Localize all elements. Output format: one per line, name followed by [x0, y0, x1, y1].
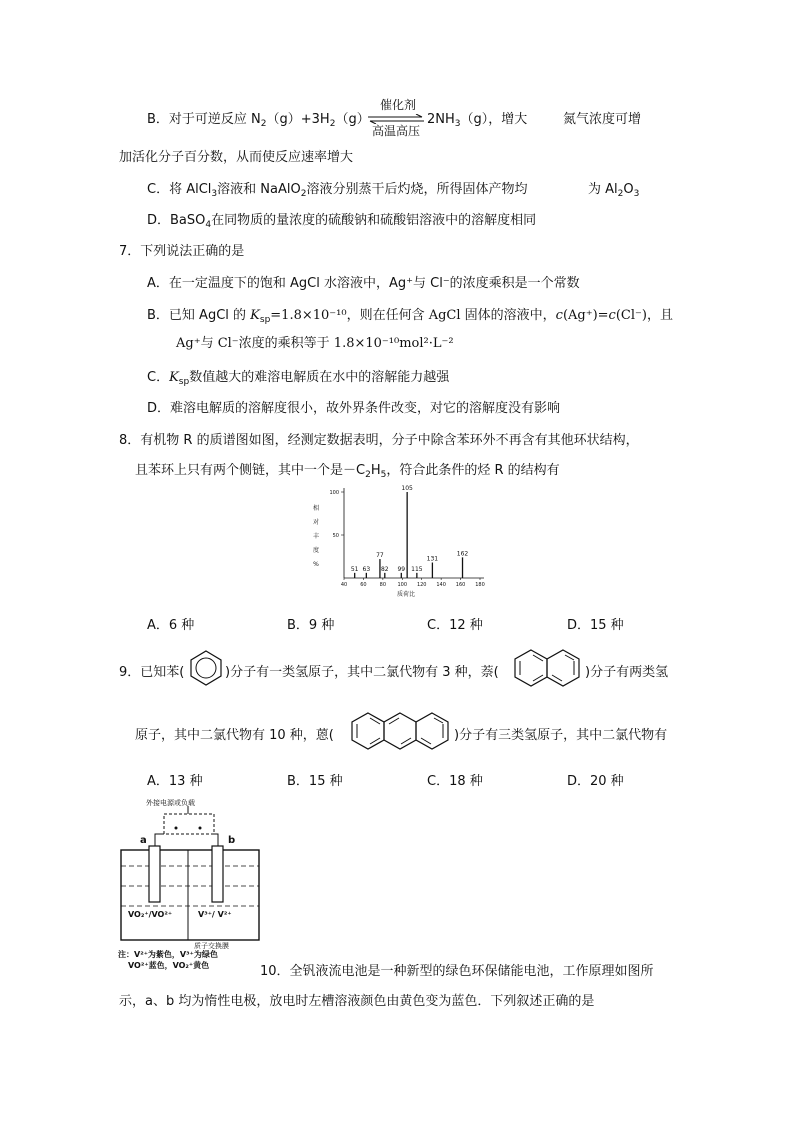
q6-option-d: D．BaSO$_4$在同物质的量浓度的硫酸钠和硫酸铝溶液中的溶解度相同: [147, 213, 537, 230]
y-axis-label: 丰: [312, 533, 320, 540]
q7-option-a: A．在一定温度下的饱和 AgCl 水溶液中，Ag⁺与 Cl⁻的浓度乘积是一个常数: [147, 276, 580, 291]
electrode-a-label: a: [140, 835, 147, 846]
peak-label: 162: [456, 550, 469, 558]
peak-label: 77: [376, 552, 384, 560]
q8-option-b[interactable]: B．9 种: [287, 618, 335, 633]
peak-label: 131: [426, 555, 439, 563]
q10-stem-line1: 10．全钒液流电池是一种新型的绿色环保储能电池，工作原理如图所: [260, 964, 654, 979]
x-tick-label: 180: [475, 582, 485, 588]
x-tick-label: 160: [455, 582, 466, 588]
x-axis-label: 质荷比: [396, 591, 416, 598]
condition-top: 催化剂: [380, 98, 417, 112]
q9-option-d[interactable]: D．20 种: [567, 774, 624, 789]
q6-option-c-end: 为 $Al_2O_3$: [588, 182, 640, 199]
q9-text-2: )分子有一类氢原子，其中二氯代物有 3 种，萘(: [225, 665, 499, 680]
q6-option-b-line2: 加活化分子百分数，从而使反应速率增大: [119, 150, 354, 165]
naphthalene-structure-icon: [512, 646, 584, 690]
q7-option-b-line2: Ag⁺与 Cl⁻浓度的乘积等于 1.8×10⁻¹⁰mol²·L⁻²: [176, 336, 454, 351]
q8-stem-line2: 且苯环上只有两个侧链，其中一个是$-C_2H_5$，符合此条件的烃 R 的结构有: [135, 463, 560, 480]
peak-label: 99: [397, 565, 406, 573]
q7-option-d: D．难溶电解质的溶解度很小，故外界条件改变，对它的溶解度没有影响: [147, 401, 561, 416]
color-note-2: VO²⁺蓝色，VO₂⁺黄色: [128, 961, 210, 970]
q9-text-5: )分子有三类氢原子，其中二氯代物有: [454, 728, 668, 743]
color-note-1: 注：V²⁺为紫色，V³⁺为绿色: [118, 950, 218, 959]
q9-text-1: 9．已知苯(: [119, 665, 185, 680]
peak-label: 63: [362, 565, 371, 573]
q10-stem-line2: 示，a、b 均为惰性电极，放电时左槽溶液颜色由黄色变为蓝色．下列叙述正确的是: [119, 994, 595, 1009]
q9-option-a[interactable]: A．13 种: [147, 774, 203, 789]
membrane-label: 质子交换膜: [194, 942, 229, 950]
condition-bottom: 高温高压: [372, 124, 421, 138]
y-axis-label: %: [313, 561, 319, 568]
peak-label: 115: [411, 565, 423, 573]
x-tick-label: 80: [379, 582, 387, 588]
y-tick-label: 50: [332, 533, 339, 539]
x-tick-label: 40: [340, 582, 348, 588]
benzene-structure-icon: [188, 648, 224, 688]
external-load-label: 外接电源或负载: [146, 799, 195, 807]
q8-stem-line1: 8．有机物 R 的质谱图如图，经测定数据表明，分子中除含苯环外不再含有其他环状结构，: [119, 433, 639, 448]
right-tank-ions: V³⁺/ V²⁺: [198, 910, 232, 919]
left-tank-ions: VO₂⁺/VO²⁺: [128, 910, 173, 919]
peak-label: 51: [350, 565, 359, 573]
q8-option-d[interactable]: D．15 种: [567, 618, 624, 633]
y-axis-label: 相: [312, 505, 320, 512]
mass-spectrum-chart: [300, 480, 490, 605]
x-tick-label: 120: [416, 582, 427, 588]
anthracene-structure-icon: [349, 709, 453, 753]
q9-option-b[interactable]: B．15 种: [287, 774, 343, 789]
battery-diagram-svg: [118, 798, 263, 948]
q9-option-c[interactable]: C．18 种: [427, 774, 483, 789]
electrode-b-label: b: [228, 835, 236, 846]
reversible-arrow: [366, 96, 426, 140]
y-axis-label: 对: [312, 519, 320, 526]
x-tick-label: 100: [397, 582, 408, 588]
y-axis-label: 度: [312, 547, 320, 554]
q6-option-b-line1: B．对于可逆反应 $N_2(g)+3H_2(g)$: [147, 112, 370, 129]
q6-option-b-tail: 氮气浓度可增: [563, 112, 642, 127]
q7-option-b-line1: B．已知 AgCl 的 $K_{sp}=1.8\times 10^{-10}$，则在任何含 AgCl 固体的溶液中，c(Ag⁺)=c(Cl⁻)，且: [147, 308, 673, 325]
x-tick-label: 140: [436, 582, 446, 588]
q9-text-3: )分子有两类氢: [585, 665, 669, 680]
q8-option-a[interactable]: A．6 种: [147, 618, 195, 633]
q8-option-c[interactable]: C．12 种: [427, 618, 483, 633]
q6-option-c: C．将 AlCl$_3$溶液和 NaAlO$_2$溶液分别蒸干后灼烧，所得固体产物均: [147, 182, 528, 199]
peak-label: 105: [401, 485, 413, 492]
x-tick-label: 60: [360, 582, 367, 588]
flow-battery-diagram: [118, 798, 263, 973]
q6-option-b-product: $2NH_3(g)$，增大: [427, 112, 528, 129]
q9-text-4: 原子，其中二氯代物有 10 种，蒽(: [135, 728, 334, 743]
q7-option-c: C．$K_{sp}$数值越大的难溶电解质在水中的溶解能力越强: [147, 370, 450, 387]
peak-label: 82: [380, 565, 389, 573]
q7-stem: 7．下列说法正确的是: [119, 244, 245, 259]
y-tick-label: 100: [329, 490, 339, 496]
